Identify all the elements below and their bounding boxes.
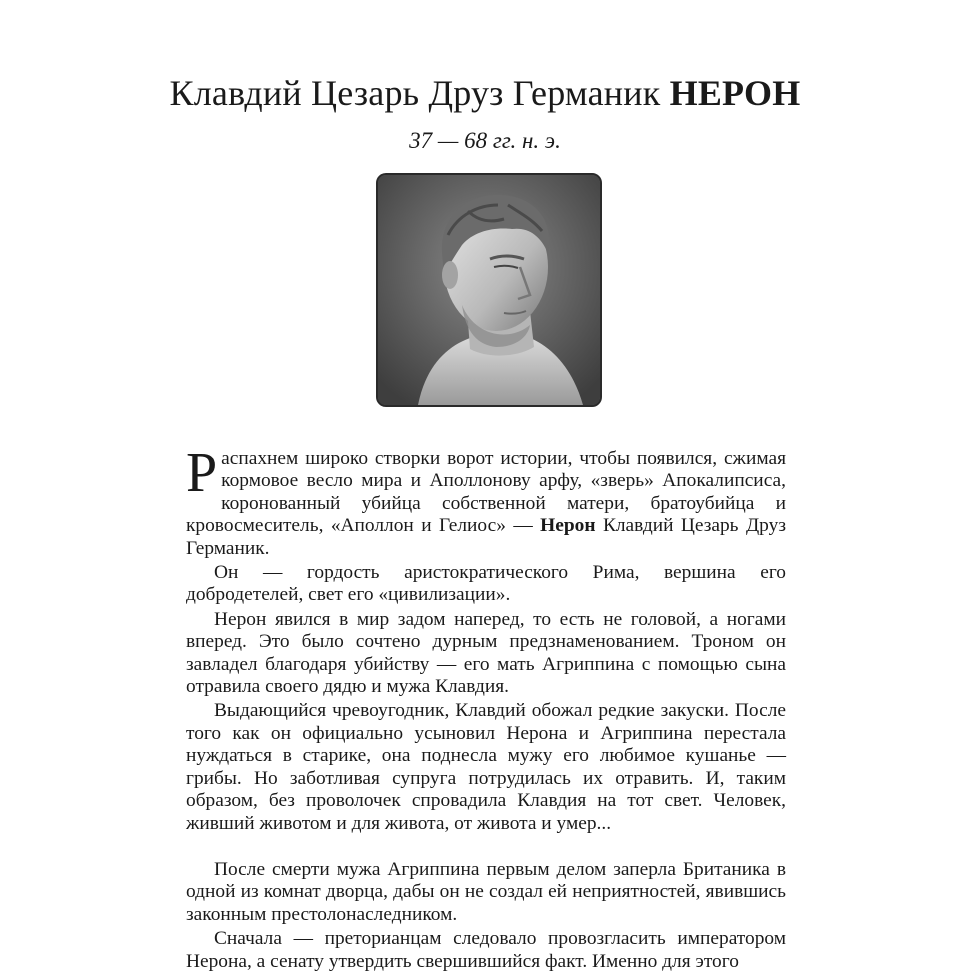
paragraph-6: Сначала — преторианцам следовало провозгласить императором Нерона, а сенату утвердить свершившийся факт. Именно для этого bbox=[186, 928, 786, 972]
title-regular: Клавдий Цезарь Друз Германик bbox=[169, 73, 661, 113]
paragraph-1-bold-name: Нерон bbox=[540, 515, 596, 537]
chapter-title bbox=[0, 72, 970, 114]
paragraph-1-text-a: аспахнем широко створки ворот истории, чтобы появился, сжимая кормовое весло мира и Аполлонову арфу, «зверь» Апокалипсиса, коронованный убийца собственной матери, братоубийца и кровосмеситель, «Аполлон и Гелиос» — bbox=[186, 448, 786, 537]
title-bold-name: НЕРОН bbox=[669, 73, 801, 113]
body-text bbox=[186, 442, 786, 975]
bust-portrait-icon bbox=[378, 175, 600, 405]
section-gap bbox=[186, 837, 786, 859]
paragraph-1-text-b: Клавдий Цезарь Друз Германик. bbox=[186, 515, 786, 559]
reign-dates: 37 — 68 гг. н. э. bbox=[409, 128, 561, 153]
drop-cap: Р bbox=[186, 442, 218, 504]
paragraph-1 bbox=[186, 442, 786, 560]
paragraph-5: После смерти мужа Агриппина первым делом заперла Британика в одной из комнат дворца, дабы он не создал ей неприятностей, явившись законным престолонаследником. bbox=[186, 858, 786, 925]
portrait-frame bbox=[376, 173, 602, 407]
paragraph-2: Он — гордость аристократического Рима, вершина его добродетелей, свет его «цивилизации». bbox=[186, 562, 786, 606]
paragraph-4: Выдающийся чревоугодник, Клавдий обожал редкие закуски. После того как он официально усыновил Нерона и Агриппина перестала нуждаться в старике, она поднесла мужу его любимое кушанье — грибы. Но заботливая супруга потрудилась их отравить. И, таким образом, без проволочек спровадила Клавдия на тот свет. Человек, живший животом и для живота, от живота и умер... bbox=[186, 700, 786, 834]
paragraph-3: Нерон явился в мир задом наперед, то есть не головой, а ногами вперед. Это было сочтено дурным предзнаменованием. Троном он завладел благодаря убийству — его мать Агриппина с помощью сына отравила своего дядю и мужа Клавдия. bbox=[186, 608, 786, 698]
